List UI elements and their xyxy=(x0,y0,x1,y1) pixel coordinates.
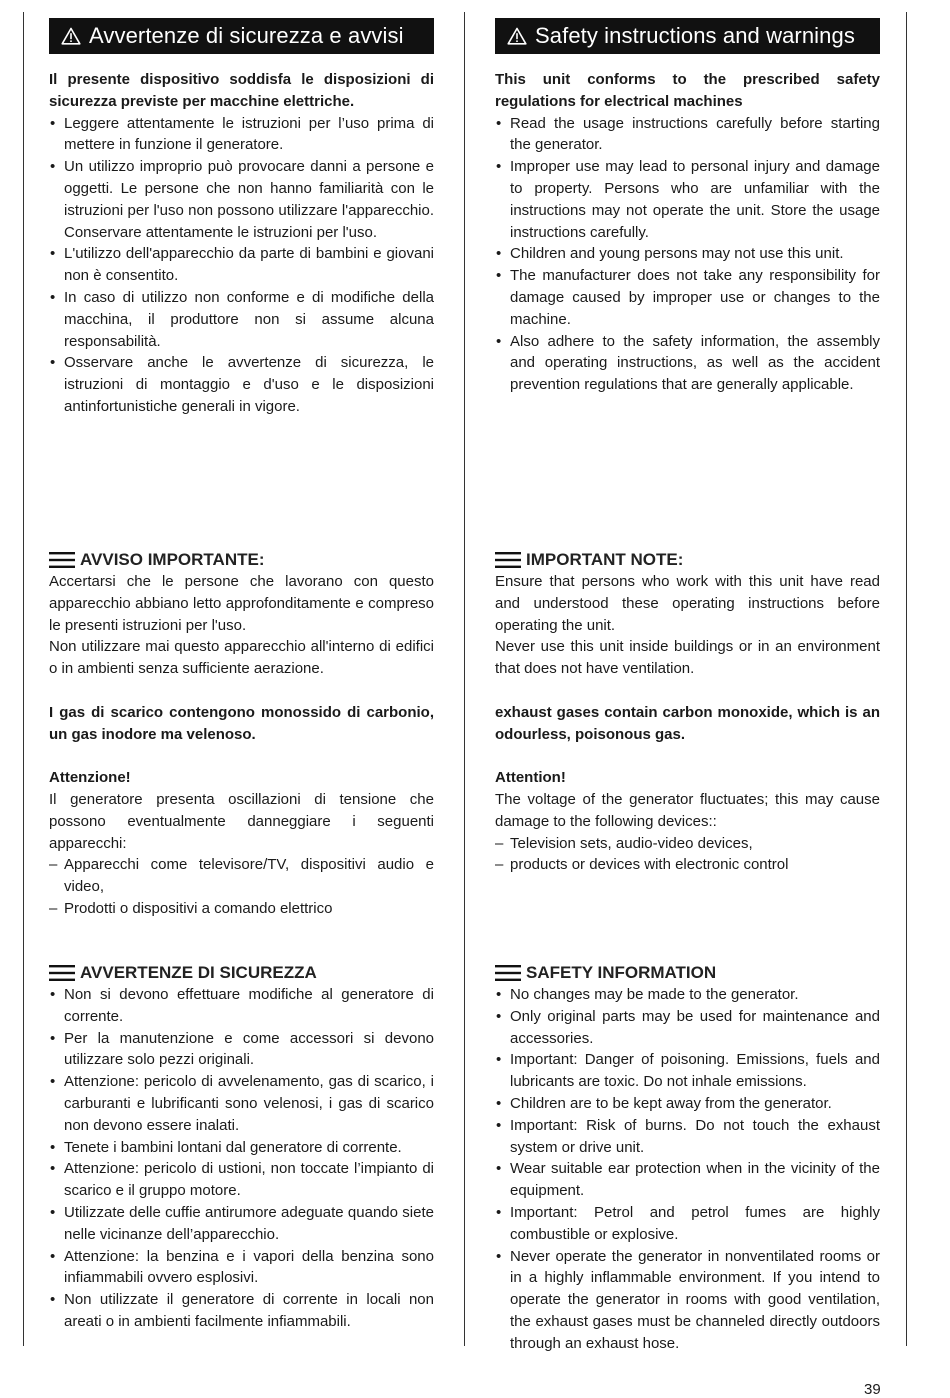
italian-safety-title: Avvertenze di sicurezza e avvisi xyxy=(89,23,404,49)
right-margin-rule xyxy=(906,12,907,1346)
list-item: • No changes may be made to the generator. xyxy=(495,984,880,1006)
left-margin-rule xyxy=(23,12,24,1346)
list-item: • Children and young persons may not use this unit. xyxy=(495,243,880,265)
list-item: • Tenete i bambini lontani dal generatore di corrente. xyxy=(49,1137,434,1159)
list-item: • Per la manutenzione e come accessori si devono utilizzare solo pezzi originali. xyxy=(49,1028,434,1072)
english-safety-list xyxy=(495,113,880,396)
english-info-heading xyxy=(495,962,880,984)
italian-info-list xyxy=(49,984,434,1333)
list-item: • Non utilizzate il generatore di corrente in locali non areati o in ambienti facilmente infiammabili. xyxy=(49,1289,434,1333)
italian-safety-banner xyxy=(49,18,434,54)
italian-safety-section xyxy=(49,18,434,418)
list-item: • Only original parts may be used for maintenance and accessories. xyxy=(495,1006,880,1050)
italian-info-title: AVVERTENZE DI SICUREZZA xyxy=(80,963,317,983)
note-lines-icon xyxy=(495,965,521,981)
italian-notice-heading xyxy=(49,549,434,571)
list-item: – Apparecchi come televisore/TV, dispositivi audio e video, xyxy=(49,854,434,898)
list-item: • Never operate the generator in nonventilated rooms or in a highly inflammable environment. If you intend to operate the generator in rooms with good ventilation, the exhaust gases must be channeled directly outdoors through an exhaust hose. xyxy=(495,1246,880,1355)
english-info-title: SAFETY INFORMATION xyxy=(526,963,717,983)
list-item: • Children are to be kept away from the generator. xyxy=(495,1093,880,1115)
english-safety-banner xyxy=(495,18,880,54)
english-attention-label: Attention! xyxy=(495,769,566,787)
list-item: • Read the usage instructions carefully before starting the generator. xyxy=(495,113,880,157)
list-item: • The manufacturer does not take any responsibility for damage caused by improper use or changes to the machine. xyxy=(495,265,880,330)
list-item: • Wear suitable ear protection when in the vicinity of the equipment. xyxy=(495,1158,880,1202)
list-item: – Television sets, audio-video devices, xyxy=(495,833,880,855)
italian-info-section xyxy=(49,962,434,1333)
list-item: • Important: Danger of poisoning. Emissions, fuels and lubricants are toxic. Do not inhale emissions. xyxy=(495,1049,880,1093)
english-notice-title: IMPORTANT NOTE: xyxy=(526,550,684,570)
warning-triangle-icon xyxy=(61,27,81,45)
list-item: • In caso di utilizzo non conforme e di modifiche della macchina, il produttore non si assume alcuna responsabilità. xyxy=(49,287,434,352)
page-number: 39 xyxy=(864,1381,881,1398)
list-item: • Un utilizzo improprio può provocare danni a persone e oggetti. Le persone che non hanno familiarità con le istruzioni per l'uso non possono utilizzare l'apparecchio. Conservare attentamente le istruzioni per l'uso. xyxy=(49,156,434,243)
warning-triangle-icon xyxy=(507,27,527,45)
english-safety-lead: This unit conforms to the prescribed safety regulations for electrical machines xyxy=(495,71,880,110)
list-item: • L'utilizzo dell'apparecchio da parte di bambini e giovani non è consentito. xyxy=(49,243,434,287)
english-exhaust-warning: exhaust gases contain carbon monoxide, which is an odourless, poisonous gas. xyxy=(495,703,880,743)
english-safety-section xyxy=(495,18,880,396)
center-column-rule xyxy=(464,12,465,1346)
english-notice-paragraph-1: Ensure that persons who work with this unit have read and understood these operating instructions before operating the unit. xyxy=(495,573,880,634)
note-lines-icon xyxy=(495,552,521,568)
list-item: • Also adhere to the safety information, the assembly and operating instructions, as well as the accident prevention regulations that are generally applicable. xyxy=(495,331,880,396)
italian-info-heading xyxy=(49,962,434,984)
english-notice-section xyxy=(495,549,880,876)
list-item: – Prodotti o dispositivi a comando elettrico xyxy=(49,898,434,920)
italian-attention-text: Il generatore presenta oscillazioni di tensione che possono eventualmente danneggiare i seguenti apparecchi: xyxy=(49,790,434,852)
english-devices-list xyxy=(495,833,880,877)
list-item: • Important: Petrol and petrol fumes are highly combustible or explosive. xyxy=(495,1202,880,1246)
italian-safety-lead: Il presente dispositivo soddisfa le disposizioni di sicurezza previste per macchine elettriche. xyxy=(49,71,434,110)
italian-devices-list xyxy=(49,854,434,919)
list-item: • Important: Risk of burns. Do not touch the exhaust system or drive unit. xyxy=(495,1115,880,1159)
italian-exhaust-warning: I gas di scarico contengono monossido di carbonio, un gas inodore ma velenoso. xyxy=(49,703,434,743)
english-notice-paragraph-2: Never use this unit inside buildings or in an environment that does not have ventilation. xyxy=(495,638,880,678)
italian-notice-title: AVVISO IMPORTANTE: xyxy=(80,550,265,570)
note-lines-icon xyxy=(49,552,75,568)
italian-safety-list xyxy=(49,113,434,418)
list-item: • Attenzione: pericolo di avvelenamento, gas di scarico, i carburanti e lubrificanti sono velenosi, i gas di scarico non devono essere inalati. xyxy=(49,1071,434,1136)
list-item: • Utilizzate delle cuffie antirumore adeguate quando siete nelle vicinanze dell’apparecchio. xyxy=(49,1202,434,1246)
list-item: – products or devices with electronic control xyxy=(495,854,880,876)
list-item: • Leggere attentamente le istruzioni per l’uso prima di mettere in funzione il generatore. xyxy=(49,113,434,157)
english-info-list xyxy=(495,984,880,1355)
english-info-section xyxy=(495,962,880,1355)
italian-notice-paragraph-2: Non utilizzare mai questo apparecchio all'interno di edifici o in ambienti senza sufficiente aerazione. xyxy=(49,638,434,678)
list-item: • Attenzione: pericolo di ustioni, non toccate l’impianto di scarico e il gruppo motore. xyxy=(49,1158,434,1202)
italian-notice-paragraph-1: Accertarsi che le persone che lavorano con questo apparecchio abbiano letto approfonditamente e compreso le presenti istruzioni per l'uso. xyxy=(49,573,434,634)
list-item: • Non si devono effettuare modifiche al generatore di corrente. xyxy=(49,984,434,1028)
english-safety-title: Safety instructions and warnings xyxy=(535,23,855,49)
english-attention-text: The voltage of the generator fluctuates; this may cause damage to the following devices:: xyxy=(495,790,880,830)
list-item: • Osservare anche le avvertenze di sicurezza, le istruzioni di montaggio e d'uso e le disposizioni antinfortunistiche generali in vigore. xyxy=(49,352,434,417)
list-item: • Improper use may lead to personal injury and damage to property. Persons who are unfamiliar with the instructions may not operate the unit. Store the usage instructions carefully. xyxy=(495,156,880,243)
italian-notice-section xyxy=(49,549,434,920)
list-item: • Attenzione: la benzina e i vapori della benzina sono infiammabili ovvero esplosivi. xyxy=(49,1246,434,1290)
note-lines-icon xyxy=(49,965,75,981)
english-notice-heading xyxy=(495,549,880,571)
italian-attention-label: Attenzione! xyxy=(49,769,131,787)
